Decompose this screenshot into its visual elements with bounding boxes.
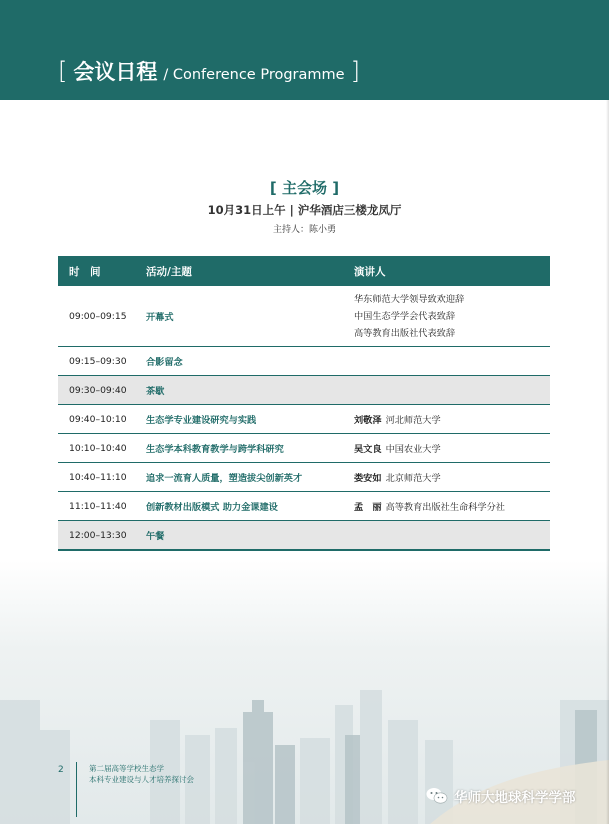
row-speaker — [354, 434, 550, 463]
row-time: 10:40–11:10 — [58, 463, 146, 492]
header-speaker: 演讲人 — [354, 256, 550, 286]
speaker-line: 华东师范大学领导致欢迎辞 — [354, 293, 465, 305]
table-row — [58, 376, 550, 405]
row-activity: 追求一流育人质量，塑造拔尖创新英才 — [146, 463, 354, 492]
footer-divider — [76, 762, 77, 817]
table-row — [58, 463, 550, 492]
header-banner — [0, 0, 609, 100]
row-time: 09:40–10:10 — [58, 405, 146, 434]
speaker-org: 河北师范大学 — [385, 415, 441, 426]
title-english: / Conference Programme — [163, 67, 345, 83]
row-time: 09:00–09:15 — [58, 286, 146, 347]
footer-line-1: 第二届高等学校生态学 — [89, 764, 164, 773]
row-speaker — [354, 376, 550, 405]
row-time: 11:10–11:40 — [58, 492, 146, 521]
header-time: 时 间 — [58, 256, 146, 286]
speaker-org: 中国农业大学 — [385, 444, 441, 455]
page-number: 2 — [58, 765, 64, 775]
table-row — [58, 521, 550, 551]
speaker-line: 中国生态学学会代表致辞 — [354, 310, 456, 322]
row-time: 09:15–09:30 — [58, 347, 146, 376]
row-speaker — [354, 463, 550, 492]
row-time: 09:30–09:40 — [58, 376, 146, 405]
row-activity: 生态学本科教育教学与跨学科研究 — [146, 434, 354, 463]
venue-title: [ 主会场 ] — [269, 179, 340, 197]
footer-conference-name — [89, 763, 194, 785]
table-row — [58, 347, 550, 376]
row-activity: 创新教材出版模式 助力金课建设 — [146, 492, 354, 521]
bracket-open: [ — [58, 57, 68, 85]
schedule-table — [58, 256, 550, 551]
row-activity: 合影留念 — [146, 347, 354, 376]
row-activity: 茶歇 — [146, 376, 354, 405]
table-row — [58, 434, 550, 463]
watermark-text: 华师大地球科学学部 — [454, 790, 576, 806]
speaker-line: 高等教育出版社代表致辞 — [354, 327, 456, 339]
title-chinese: 会议日程 — [73, 60, 158, 84]
row-speakers — [354, 286, 550, 347]
speaker-name: 刘敬泽 — [354, 415, 382, 426]
table-row — [58, 286, 550, 347]
speaker-name: 吴文良 — [354, 444, 382, 455]
row-time: 10:10–10:40 — [58, 434, 146, 463]
table-row — [58, 492, 550, 521]
page-title — [58, 56, 360, 86]
speaker-name: 娄安如 — [354, 473, 382, 484]
row-speaker — [354, 521, 550, 551]
row-speaker — [354, 405, 550, 434]
table-header-row — [58, 256, 550, 286]
table-row — [58, 405, 550, 434]
bracket-close: ] — [350, 57, 360, 85]
footer-line-2: 本科专业建设与人才培养探讨会 — [89, 775, 194, 784]
header-activity: 活动/主题 — [146, 256, 354, 286]
row-activity: 生态学专业建设研究与实践 — [146, 405, 354, 434]
row-speaker — [354, 347, 550, 376]
row-activity: 开幕式 — [146, 286, 354, 347]
speaker-org: 北京师范大学 — [385, 473, 441, 484]
row-activity: 午餐 — [146, 521, 354, 551]
watermark — [426, 786, 576, 806]
row-speaker — [354, 492, 550, 521]
speaker-name: 孟 丽 — [354, 502, 382, 513]
host-line: 主持人：陈小勇 — [272, 225, 336, 235]
speaker-org: 高等教育出版社生命科学分社 — [385, 502, 505, 513]
row-time: 12:00–13:30 — [58, 521, 146, 551]
wechat-icon — [426, 787, 448, 805]
venue-subtitle: 10月31日上午 | 沪华酒店三楼龙凤厅 — [207, 203, 402, 217]
